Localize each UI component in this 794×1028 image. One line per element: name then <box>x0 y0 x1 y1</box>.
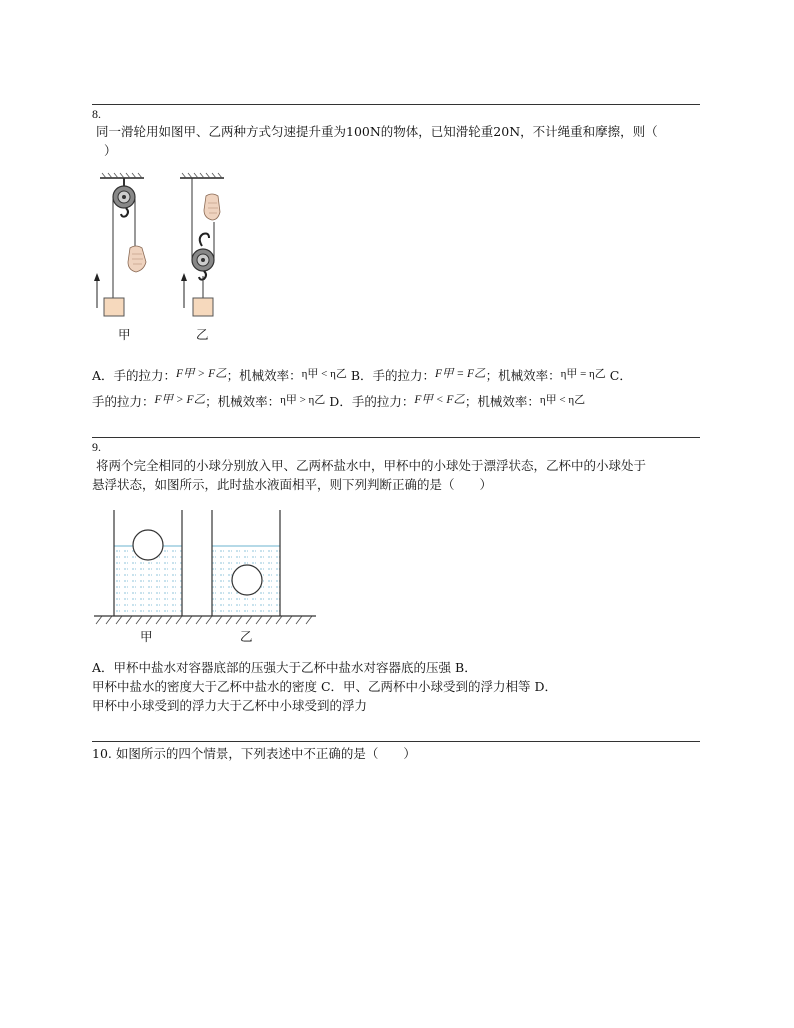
option-d-efficiency: η甲 < η乙 <box>539 394 586 406</box>
options-line-1: A．甲杯中盐水对容器底部的压强大于乙杯中盐水对容器底的压强 B． <box>92 660 477 675</box>
option-a-efficiency: η甲 < η乙 <box>301 368 347 380</box>
efficiency-label: ；机械效率： <box>226 368 302 383</box>
figure-label-jia: 甲 <box>140 629 153 644</box>
floating-ball <box>133 530 163 560</box>
beaker-jia <box>114 510 182 616</box>
options-line-3: 甲杯中小球受到的浮力大于乙杯中小球受到的浮力 <box>92 698 368 713</box>
question-number: 9. <box>92 440 101 454</box>
suspended-ball <box>232 565 262 595</box>
beaker-yi <box>212 510 280 616</box>
divider <box>92 437 700 438</box>
option-a-line <box>92 365 632 385</box>
ceiling-b <box>180 173 224 178</box>
hand-b-icon <box>204 194 220 220</box>
option-d-label: D．手的拉力： <box>329 394 415 409</box>
divider <box>92 741 700 742</box>
option-b-efficiency: η甲 = η乙 <box>560 368 606 380</box>
efficiency-label: ；机械效率： <box>205 394 281 409</box>
divider <box>92 104 700 105</box>
up-arrow-icon <box>94 273 100 308</box>
weight-block-a <box>104 298 124 316</box>
option-c-text: 手的拉力： <box>92 394 155 409</box>
pulley-figure <box>88 170 248 350</box>
question-stem: 10. 如图所示的四个情景，下列表述中不正确的是（ ） <box>92 746 416 761</box>
efficiency-label: ；机械效率： <box>485 368 561 383</box>
figure-label-jia: 甲 <box>118 327 131 342</box>
up-arrow-icon <box>181 273 187 308</box>
efficiency-label: ；机械效率： <box>464 394 540 409</box>
question-stem: 将两个完全相同的小球分别放入甲、乙两杯盐水中，甲杯中的小球处于漂浮状态，乙杯中的小球处于 <box>96 458 647 473</box>
question-stem-continued: 悬浮状态，如图所示，此时盐水液面相平，则下列判断正确的是（ ） <box>92 477 493 492</box>
fixed-pulley <box>113 178 135 217</box>
option-b-label: B．手的拉力： <box>350 368 435 383</box>
hand-a-icon <box>128 246 146 272</box>
ceiling-a <box>100 173 144 178</box>
option-a-force: F甲 > F乙 <box>176 368 227 380</box>
question-stem: 同一滑轮用如图甲、乙两种方式匀速提升重为100N的物体，已知滑轮重20N，不计绳重和摩擦，则（ <box>96 124 658 139</box>
option-a-label: A．手的拉力： <box>92 368 177 383</box>
weight-block-b <box>193 298 213 316</box>
option-d-force: F甲 < F乙 <box>414 394 465 406</box>
ground <box>94 616 316 624</box>
figure-label-yi: 乙 <box>196 327 209 342</box>
question-stem-continued: ） <box>104 143 117 158</box>
movable-pulley <box>192 234 214 280</box>
option-b-force: F甲 = F乙 <box>435 368 486 380</box>
option-c-label: C． <box>609 368 632 383</box>
question-number: 8. <box>92 107 101 121</box>
option-c-d-line <box>92 391 585 411</box>
figure-label-yi: 乙 <box>240 629 253 644</box>
option-c-force: F甲 > F乙 <box>154 394 206 406</box>
option-c-efficiency: η甲 > η乙 <box>280 394 326 406</box>
options-line-2: 甲杯中盐水的密度大于乙杯中盐水的密度 C．甲、乙两杯中小球受到的浮力相等 D． <box>92 679 558 694</box>
beaker-figure <box>92 506 322 646</box>
